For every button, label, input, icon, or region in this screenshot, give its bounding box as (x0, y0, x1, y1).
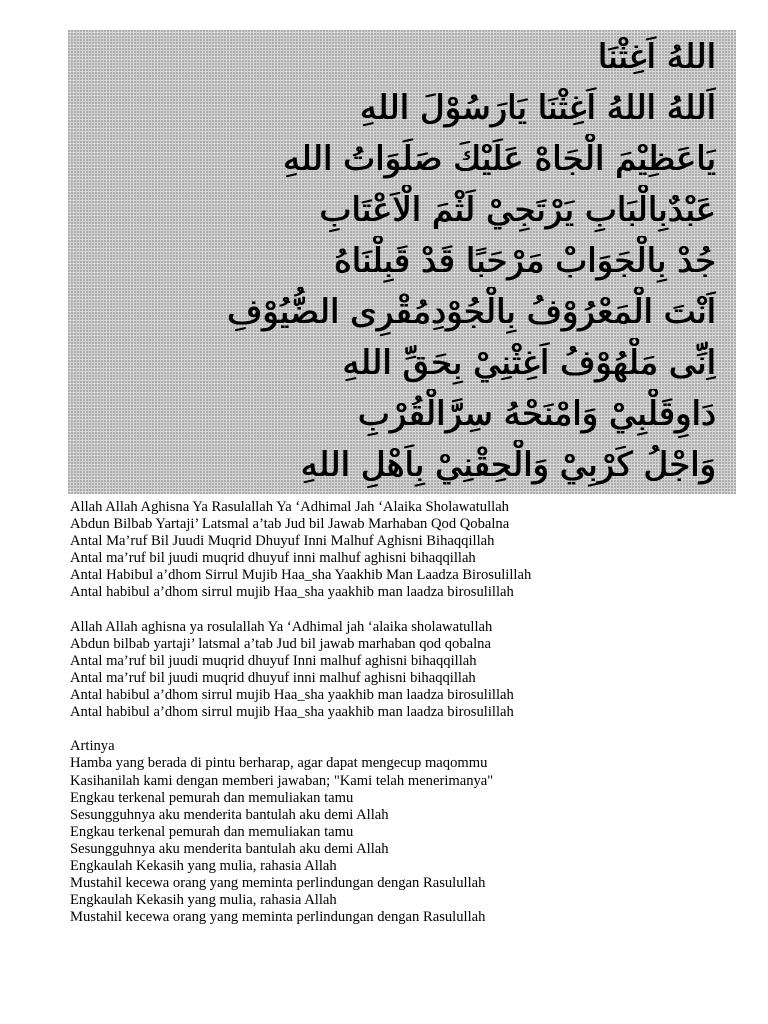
arabic-text-image (68, 30, 736, 494)
arabic-line: اللهُ اَغِثْنَا (597, 37, 716, 77)
translation-line: Sesungguhnya aku menderita bantulah aku demi Allah (70, 806, 389, 823)
translation-line: Hamba yang berada di pintu berharap, agar dapat mengecup maqommu (70, 755, 488, 772)
translation-line: Engkau terkenal pemurah dan memuliakan tamu (70, 789, 354, 806)
arabic-line: وَاجْلُ كَرْبِيْ وَالْحِقْنِيْ بِاَهْلِ اللهِ (300, 445, 716, 485)
transliteration-line: Abdun Bilbab Yartaji’ Latsmal a’tab Jud bil Jawab Marhaban Qod Qobalna (70, 516, 510, 533)
translation-heading: Artinya (70, 738, 115, 755)
translation-line: Kasihanilah kami dengan memberi jawaban; "Kami telah menerimanya" (70, 772, 494, 789)
arabic-line: عَبْدٌبِالْبَابِ يَرْتَجِيْ لَثْمَ الْاَعْتَابِ (319, 190, 716, 230)
transliteration-line: Antal ma’ruf bil juudi muqrid dhuyuf inni malhuf aghisni bihaqqillah (70, 669, 476, 686)
arabic-line: يَاعَظِيْمَ الْجَاهْ عَلَيْكَ صَلَوَاتُ اللهِ (283, 139, 716, 179)
translation-section (70, 738, 760, 926)
paragraph-gap (70, 721, 760, 738)
translation-line: Engkaulah Kekasih yang mulia, rahasia Allah (70, 892, 337, 909)
transliteration-line: Antal ma’ruf bil juudi muqrid dhuyuf Inni malhuf aghisni bihaqqillah (70, 652, 477, 669)
arabic-line: جُدْ بِالْجَوَابْ مَرْحَبًا قَدْ قَبِلْنَاهُ (333, 241, 716, 281)
translation-line: Engkau terkenal pemurah dan memuliakan tamu (70, 823, 354, 840)
arabic-line: اَنْتَ الْمَعْرُوْفُ بِالْجُوْدِمُقْرِى الضُّيُوْفِ (227, 292, 716, 332)
translation-line: Engkaulah Kekasih yang mulia, rahasia Allah (70, 857, 337, 874)
transliteration-line: Abdun bilbab yartaji’ latsmal a’tab Jud bil jawab marhaban qod qobalna (70, 635, 491, 652)
transliteration-line: Antal habibul a’dhom sirrul mujib Haa_sha yaakhib man laadza birosulillah (70, 687, 514, 704)
document-body (70, 499, 760, 926)
paragraph-gap (70, 602, 760, 619)
transliteration-line: Antal ma’ruf bil juudi muqrid dhuyuf inni malhuf aghisni bihaqqillah (70, 550, 476, 567)
arabic-line: اَللهُ اللهُ اَغِثْنَا يَارَسُوْلَ اللهِ (359, 88, 716, 128)
translation-line: Mustahil kecewa orang yang meminta perlindungan dengan Rasulullah (70, 909, 486, 926)
arabic-line: اِنِّى مَلْهُوْفُ اَغِثْنِيْ بِحَقِّ اللهِ (342, 343, 716, 383)
transliteration-section-capitalized (70, 499, 760, 602)
transliteration-line: Antal Ma’ruf Bil Juudi Muqrid Dhuyuf Inni Malhuf Aghisni Bihaqqillah (70, 533, 495, 550)
transliteration-line: Antal habibul a’dhom sirrul mujib Haa_sha yaakhib man laadza birosulillah (70, 704, 514, 721)
translation-line: Mustahil kecewa orang yang meminta perlindungan dengan Rasulullah (70, 875, 486, 892)
transliteration-line: Antal habibul a’dhom sirrul mujib Haa_sha yaakhib man laadza birosulillah (70, 584, 514, 601)
translation-line: Sesungguhnya aku menderita bantulah aku demi Allah (70, 840, 389, 857)
transliteration-section-lowercase (70, 619, 760, 722)
arabic-line: دَاوِقَلْبِيْ وَامْنَحْهُ سِرَّالْقُرْبِ (357, 394, 716, 434)
transliteration-line: Antal Habibul a’dhom Sirrul Mujib Haa_sha Yaakhib Man Laadza Birosulillah (70, 567, 532, 584)
transliteration-line: Allah Allah aghisna ya rosulallah Ya ‘Adhimal jah ‘alaika sholawatullah (70, 618, 493, 635)
transliteration-line: Allah Allah Aghisna Ya Rasulallah Ya ‘Adhimal Jah ‘Alaika Sholawatullah (70, 499, 509, 515)
